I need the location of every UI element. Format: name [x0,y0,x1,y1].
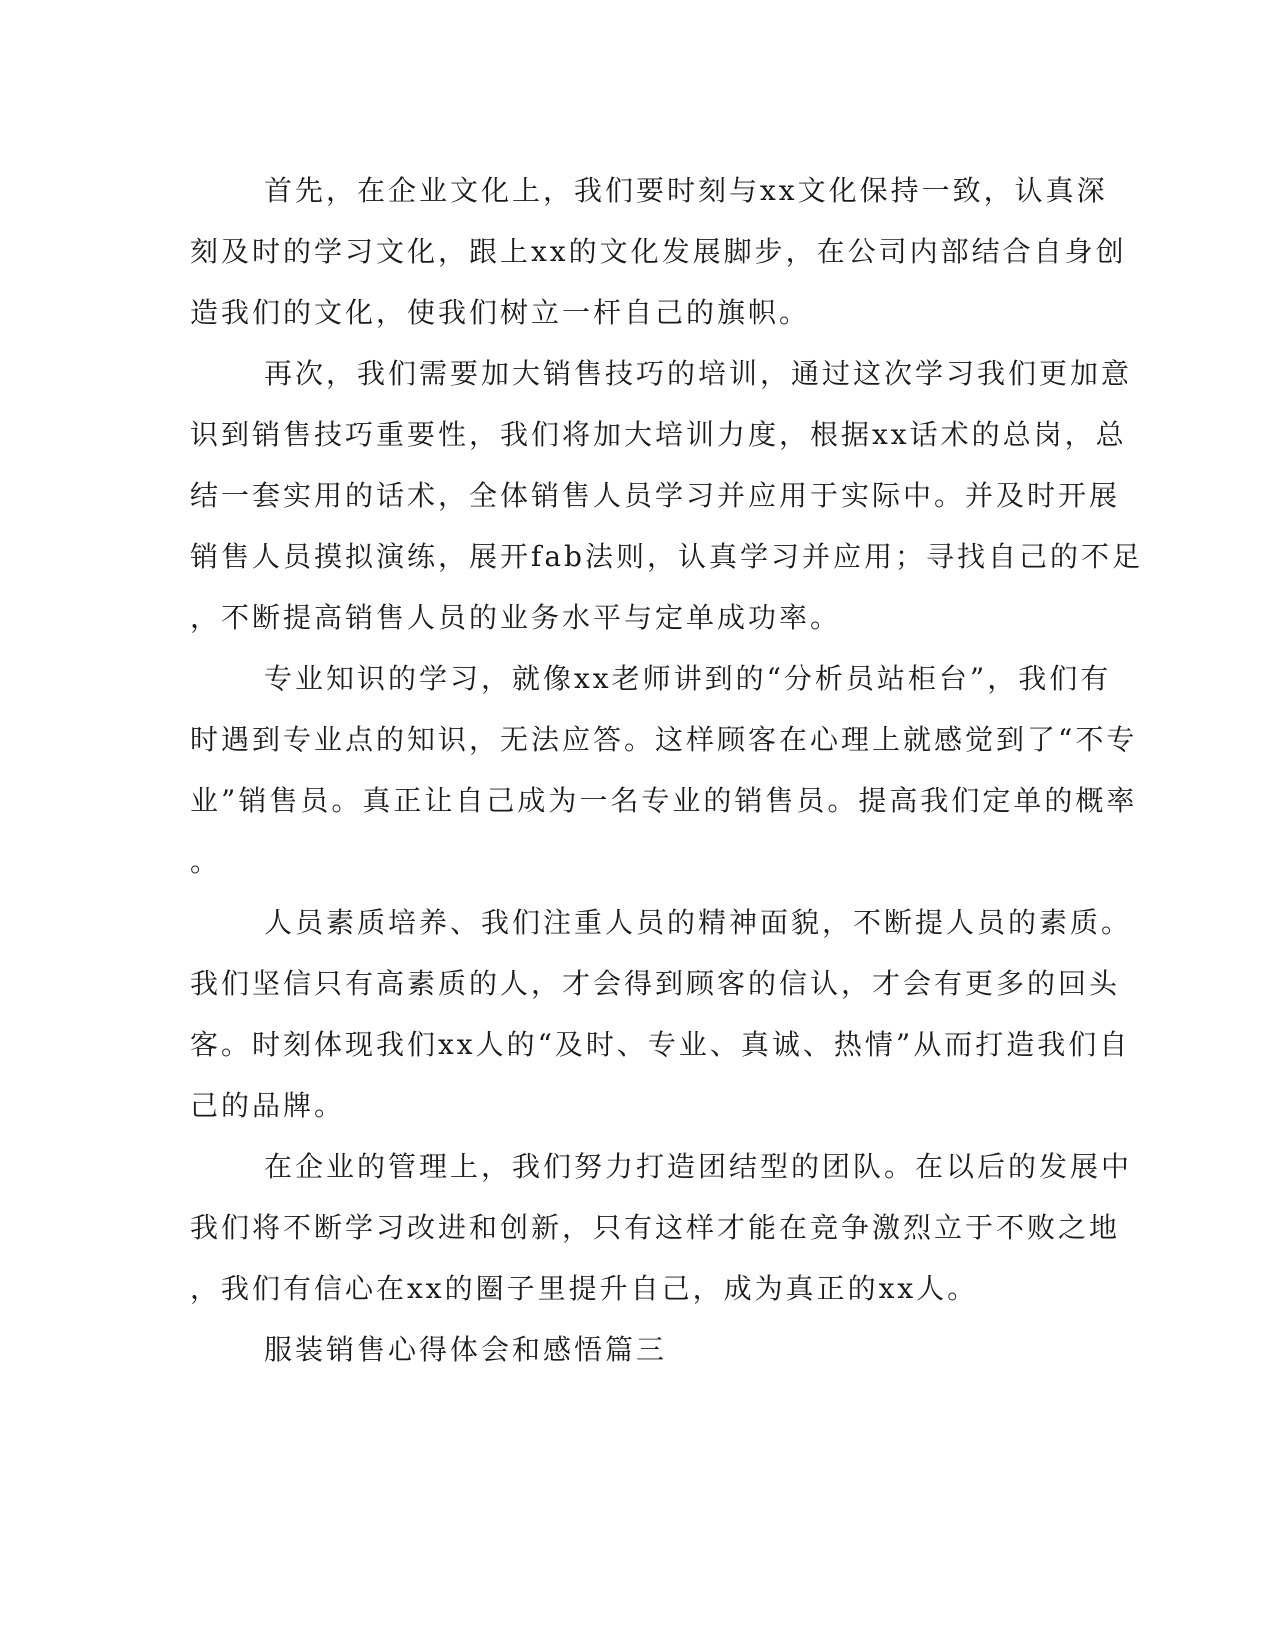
section-title: 服装销售心得体会和感悟篇三 [264,1333,668,1366]
paragraph-line: 结一套实用的话术，全体销售人员学习并应用于实际中。并及时开展 [190,479,1121,512]
paragraph-line: 我们坚信只有高素质的人，才会得到顾客的信认，才会有更多的回头 [190,967,1121,1000]
paragraph-line: 造我们的文化，使我们树立一杆自己的旗帜。 [190,296,811,329]
paragraph-line: 刻及时的学习文化，跟上xx的文化发展脚步，在公司内部结合自身创 [190,235,1127,268]
paragraph-line: 人员素质培养、我们注重人员的精神面貌，不断提人员的素质。 [264,906,1133,939]
paragraph-line: 首先，在企业文化上，我们要时刻与xx文化保持一致，认真深 [264,174,1108,207]
paragraph-line: 再次，我们需要加大销售技巧的培训，通过这次学习我们更加意 [264,357,1133,390]
paragraph-line: 在企业的管理上，我们努力打造团结型的团队。在以后的发展中 [264,1150,1133,1183]
document-body [190,160,1143,1380]
paragraph-line: ，我们有信心在xx的圈子里提升自己，成为真正的xx人。 [190,1272,979,1305]
paragraph-culture [190,160,1127,343]
paragraph-management [190,1136,1133,1319]
paragraph-line: 。 [190,845,222,878]
paragraph-sales-training [190,343,1143,648]
paragraph-line: 客。时刻体现我们xx人的“及时、专业、真诚、热情”从而打造我们自 [190,1028,1131,1061]
paragraph-line: 时遇到专业点的知识，无法应答。这样顾客在心理上就感觉到了“不专 [190,723,1138,756]
paragraph-line: 专业知识的学习，就像xx老师讲到的“分析员站柜台”，我们有 [264,662,1112,695]
paragraph-line: 己的品牌。 [190,1089,346,1122]
paragraph-line: ，不断提高销售人员的业务水平与定单成功率。 [190,601,842,634]
paragraph-line: 我们将不断学习改进和创新，只有这样才能在竞争激烈立于不败之地 [190,1211,1121,1244]
paragraph-line: 销售人员摸拟演练，展开fab法则，认真学习并应用；寻找自己的不足 [190,540,1143,573]
paragraph-professional-knowledge [190,648,1138,892]
paragraph-staff-quality [190,892,1133,1136]
section-heading [190,1319,1080,1380]
paragraph-line: 识到销售技巧重要性，我们将加大培训力度，根据xx话术的总岗，总 [190,418,1127,451]
paragraph-line: 业”销售员。真正让自己成为一名专业的销售员。提高我们定单的概率 [190,784,1138,817]
